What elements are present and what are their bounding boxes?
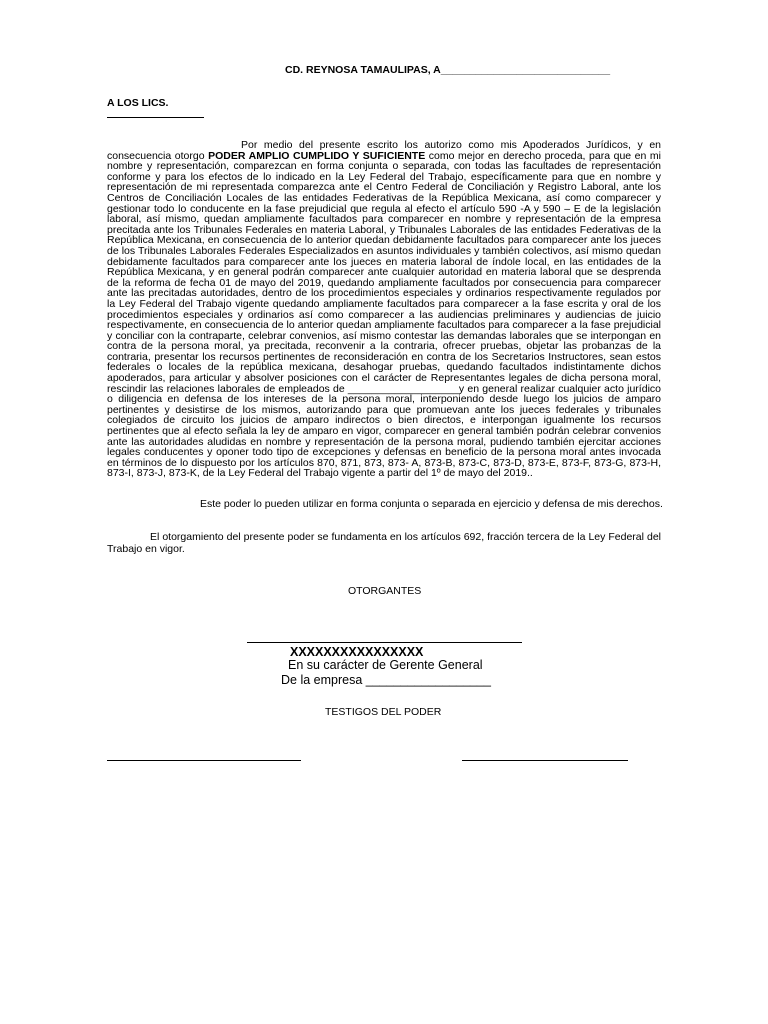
legal-basis-text: El otorgamiento del presente poder se fundamenta en los artículos 692, fracción tercera de la Ley Federal del Trabajo en vigor. bbox=[107, 531, 661, 555]
signatory-company: De la empresa __________________ bbox=[281, 673, 491, 687]
place-date-heading: CD. REYNOSA TAMAULIPAS, A_____________________________ bbox=[285, 64, 611, 76]
paragraph-rest: como mejor en derecho proceda, para que en mi nombre y representación, comparezcan en forma conjunta o separada, con todas las facultades de representación conforme y para los efectos de lo indicado en la Ley Federal del Trabajo, específicamente para que en nombre y representación de mi representada comparezca ante el Centro Federal de Conciliación y Registro Laboral, ante los Centros de Conciliación Locales de las entidades Federativas de la República Mexicana, así como comparecer y gestionar todo lo conducente en la fase prejudicial que regula al efecto el artículo 590 -A y 590 – E de la legislación laboral, así mismo, quedan ampliamente facultados para comparecer en nombre y representación de la empresa precitada ante los Tribunales Federales en materia Laboral, y Tribunales Laborales de las entidades Federativas de la República Mexicana, en consecuencia de lo anterior quedan debidamente facultados para comparecer ante los jueces de los Tribunales Laborales Federales Especializados en asuntos individuales y también colectivos, así mismo quedan debidamente facultados para comparecer ante los jueces en materia laboral de índole local, en las entidades de la República Mexicana, y en general podrán comparecer ante cualquier autoridad en materia laboral que se desprenda de la reforma de fecha 01 de mayo del 2019, quedando ampliamente facultados por consecuencia para comparecer ante las precitadas autoridades, dentro de los procedimientos especiales y ordinarios respectivamente regulados por la Ley Federal del Trabajo vigente quedando ampliamente facultados para comparecer a la fase escrita y oral de los procedimientos especiales y ordinarios así como comparecer a las audiencias preliminares y audiencias de juicio respectivamente, en consecuencia de lo anterior quedan ampliamente facultados para comparecer a la fase prejudicial y conciliar con la contraparte, celebrar convenios, así mismo contestar las demandas laborales que se interpongan en contra de la persona moral, ya precitada, reconvenir a la contraria, ofrecer pruebas, objetar las probanzas de la contraria, presentar los recursos pertinentes de reconsideración en contra de los Secretarios Instructores, sean estos federales o locales de la república mexicana, desahogar pruebas, quedando facultados indistintamente dichos apoderados, para articular y absolver posiciones con el carácter de Representantes legales de dicha persona moral, rescindir las relaciones laborales de empleados de ___________________y en general realizar cualquier acto jurídico o diligencia en defensa de los intereses de la persona moral, interponiendo desde luego los juicios de amparo pertinentes y desistirse de los mismos, autorizando para que promuevan ante los jueces federales y tribunales colegiados de circuito los juicios de amparo indirectos o bien directos, e interpongan igualmente los recursos pertinentes que al efecto señala la ley de amparo en vigor, comparecer en general también podrán celebrar convenios ante las autoridades aludidas en nombre y representación de la persona moral, pudiendo también ejercitar acciones legales conducentes y oponer todo tipo de excepciones y defensas en beneficio de la persona moral antes invocada en términos de lo dispuesto por los artículos 870, 871, 873, 873- A, 873-B, 873-C, 873-D, 873-E, 873-F, 873-G, 873-H, 873-I, 873-J, 873-K, de la Ley Federal del Trabajo vigente a partir del 1º de mayo del 2019.. bbox=[107, 149, 662, 480]
witness-signature-line-left bbox=[107, 760, 301, 761]
witness-signature-line-right bbox=[462, 760, 628, 761]
paragraph-intro: Por medio del presente escrito los autorizo como mis Apoderados Jurídicos, y en consecuencia otorgo bbox=[107, 139, 661, 162]
signatory-role: En su carácter de Gerente General bbox=[288, 658, 483, 672]
addressee-label: A LOS LICS. bbox=[107, 97, 169, 109]
power-of-attorney-paragraph bbox=[107, 140, 661, 479]
addressee-blank-line bbox=[107, 117, 204, 118]
paragraph-bold-phrase: PODER AMPLIO CUMPLIDO Y SUFICIENTE bbox=[208, 149, 426, 162]
legal-basis-paragraph bbox=[107, 531, 661, 555]
usage-paragraph: Este poder lo pueden utilizar en forma conjunta o separada en ejercicio y defensa de mis derechos. bbox=[200, 498, 663, 510]
signatory-name: XXXXXXXXXXXXXXXX bbox=[290, 645, 424, 659]
witnesses-label: TESTIGOS DEL PODER bbox=[325, 706, 442, 718]
signature-line bbox=[247, 642, 522, 643]
grantors-label: OTORGANTES bbox=[348, 585, 422, 597]
